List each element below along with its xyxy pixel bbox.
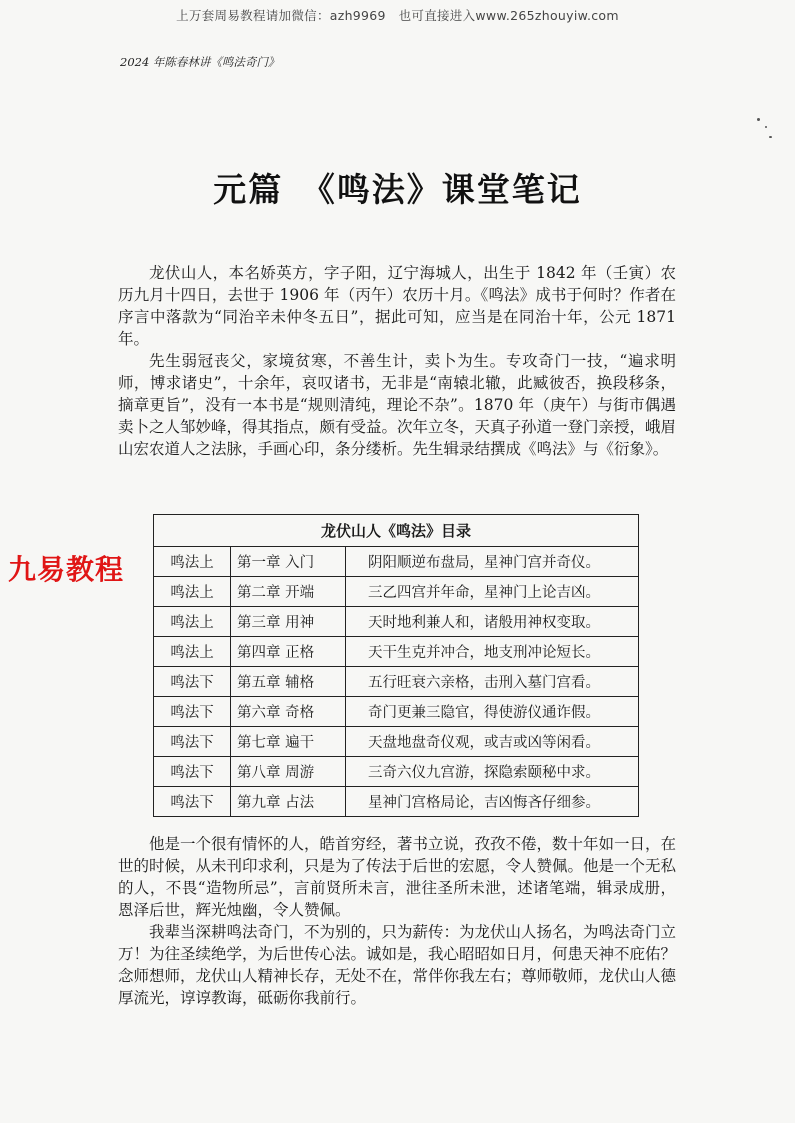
toc-part: 鸣法下: [154, 697, 231, 727]
toc-part: 鸣法下: [154, 667, 231, 697]
scan-speck: [765, 126, 767, 128]
toc-row: [154, 577, 639, 607]
toc-chapter: 第五章 辅格: [231, 667, 346, 697]
toc-part: 鸣法下: [154, 787, 231, 817]
intro-paragraph: 龙伏山人，本名娇英方，字子阳，辽宁海城人，出生于 1842 年（壬寅）农历九月十四日，去世于 1906 年（丙午）农历十月。《鸣法》成书于何时？作者在序言中落款为“同治辛未仲冬五日”，据此可知，应当是在同治十年，公元 1871 年。: [118, 264, 676, 348]
toc-chapter: 第六章 奇格: [231, 697, 346, 727]
toc-row: [154, 607, 639, 637]
scan-speck: [757, 118, 760, 121]
toc-description: 奇门更兼三隐官，得使游仪通诈假。: [346, 697, 639, 727]
toc-chapter: 第八章 周游: [231, 757, 346, 787]
toc-part: 鸣法上: [154, 577, 231, 607]
toc-description: 天时地利兼人和，诸般用神权变取。: [346, 607, 639, 637]
toc-part: 鸣法上: [154, 607, 231, 637]
toc-row: [154, 727, 639, 757]
toc-row: [154, 757, 639, 787]
table-of-contents: [153, 514, 639, 817]
toc-part: 鸣法上: [154, 547, 231, 577]
toc-part: 鸣法上: [154, 637, 231, 667]
toc-chapter: 第七章 遍干: [231, 727, 346, 757]
toc-chapter: 第四章 正格: [231, 637, 346, 667]
closing-paragraph: 我辈当深耕鸣法奇门，不为别的，只为薪传：为龙伏山人扬名，为鸣法奇门立万！为往圣续绝学，为后世传心法。诚如是，我心昭昭如日月，何患天神不庇佑？念师想师，龙伏山人精神长存，无处不在，常伴你我左右；尊师敬师，龙伏山人德厚流光，谆谆教诲，砥砺你我前行。: [118, 923, 677, 1007]
toc-chapter: 第九章 占法: [231, 787, 346, 817]
toc-part: 鸣法下: [154, 757, 231, 787]
scan-speck: [769, 136, 772, 138]
toc-description: 天干生克并冲合，地支刑冲论短长。: [346, 637, 639, 667]
intro-text: [118, 262, 676, 460]
toc-chapter: 第三章 用神: [231, 607, 346, 637]
toc-row: [154, 667, 639, 697]
closing-text: [118, 833, 676, 1009]
toc-title: 龙伏山人《鸣法》目录: [154, 515, 639, 547]
toc-row: [154, 637, 639, 667]
toc-row: [154, 697, 639, 727]
closing-paragraph: 他是一个很有情怀的人，皓首穷经，著书立说，孜孜不倦，数十年如一日，在世的时候，从未刊印求利，只是为了传法于后世的宏愿，令人赞佩。他是一个无私的人，不畏“造物所忌”，言前贤所未言，泄往圣所未泄，述诸笔端，辑录成册，恩泽后世，辉光烛幽，令人赞佩。: [118, 835, 677, 919]
toc-description: 三奇六仪九宫游，探隐索颐秘中求。: [346, 757, 639, 787]
toc-description: 天盘地盘奇仪观，或吉或凶等闲看。: [346, 727, 639, 757]
toc-chapter: 第二章 开端: [231, 577, 346, 607]
watermark-logo: 九易教程: [8, 553, 125, 586]
top-banner: 上万套周易教程请加微信：azh9969 也可直接进入www.265zhouyiw.com: [176, 8, 619, 23]
toc-part: 鸣法下: [154, 727, 231, 757]
page-title: 元篇 《鸣法》课堂笔记: [213, 170, 582, 209]
toc-description: 五行旺衰六亲格，击刑入墓门宫看。: [346, 667, 639, 697]
toc-row: [154, 547, 639, 577]
toc-description: 阴阳顺逆布盘局，星神门宫并奇仪。: [346, 547, 639, 577]
toc-description: 三乙四宫并年命，星神门上论吉凶。: [346, 577, 639, 607]
toc-description: 星神门宫格局论，吉凶悔吝仔细参。: [346, 787, 639, 817]
running-header: 2024 年陈春林讲《鸣法奇门》: [120, 55, 280, 69]
toc-chapter: 第一章 入门: [231, 547, 346, 577]
toc-row: [154, 787, 639, 817]
intro-paragraph: 先生弱冠丧父，家境贫寒，不善生计，卖卜为生。专攻奇门一技，“遍求明师，博求诸史”，十余年，哀叹诸书，无非是“南辕北辙，此臧彼否，换段移条，摘章更旨”，没有一本书是“规则清纯，理论不杂”。1870 年（庚午）与街市偶遇卖卜之人邹妙峰，得其指点，颇有受益。次年立冬，天真子孙道一登门亲授，峨眉山宏农道人之法脉，手画心印，条分缕析。先生辑录结撰成《鸣法》与《衍象》。: [118, 352, 677, 458]
